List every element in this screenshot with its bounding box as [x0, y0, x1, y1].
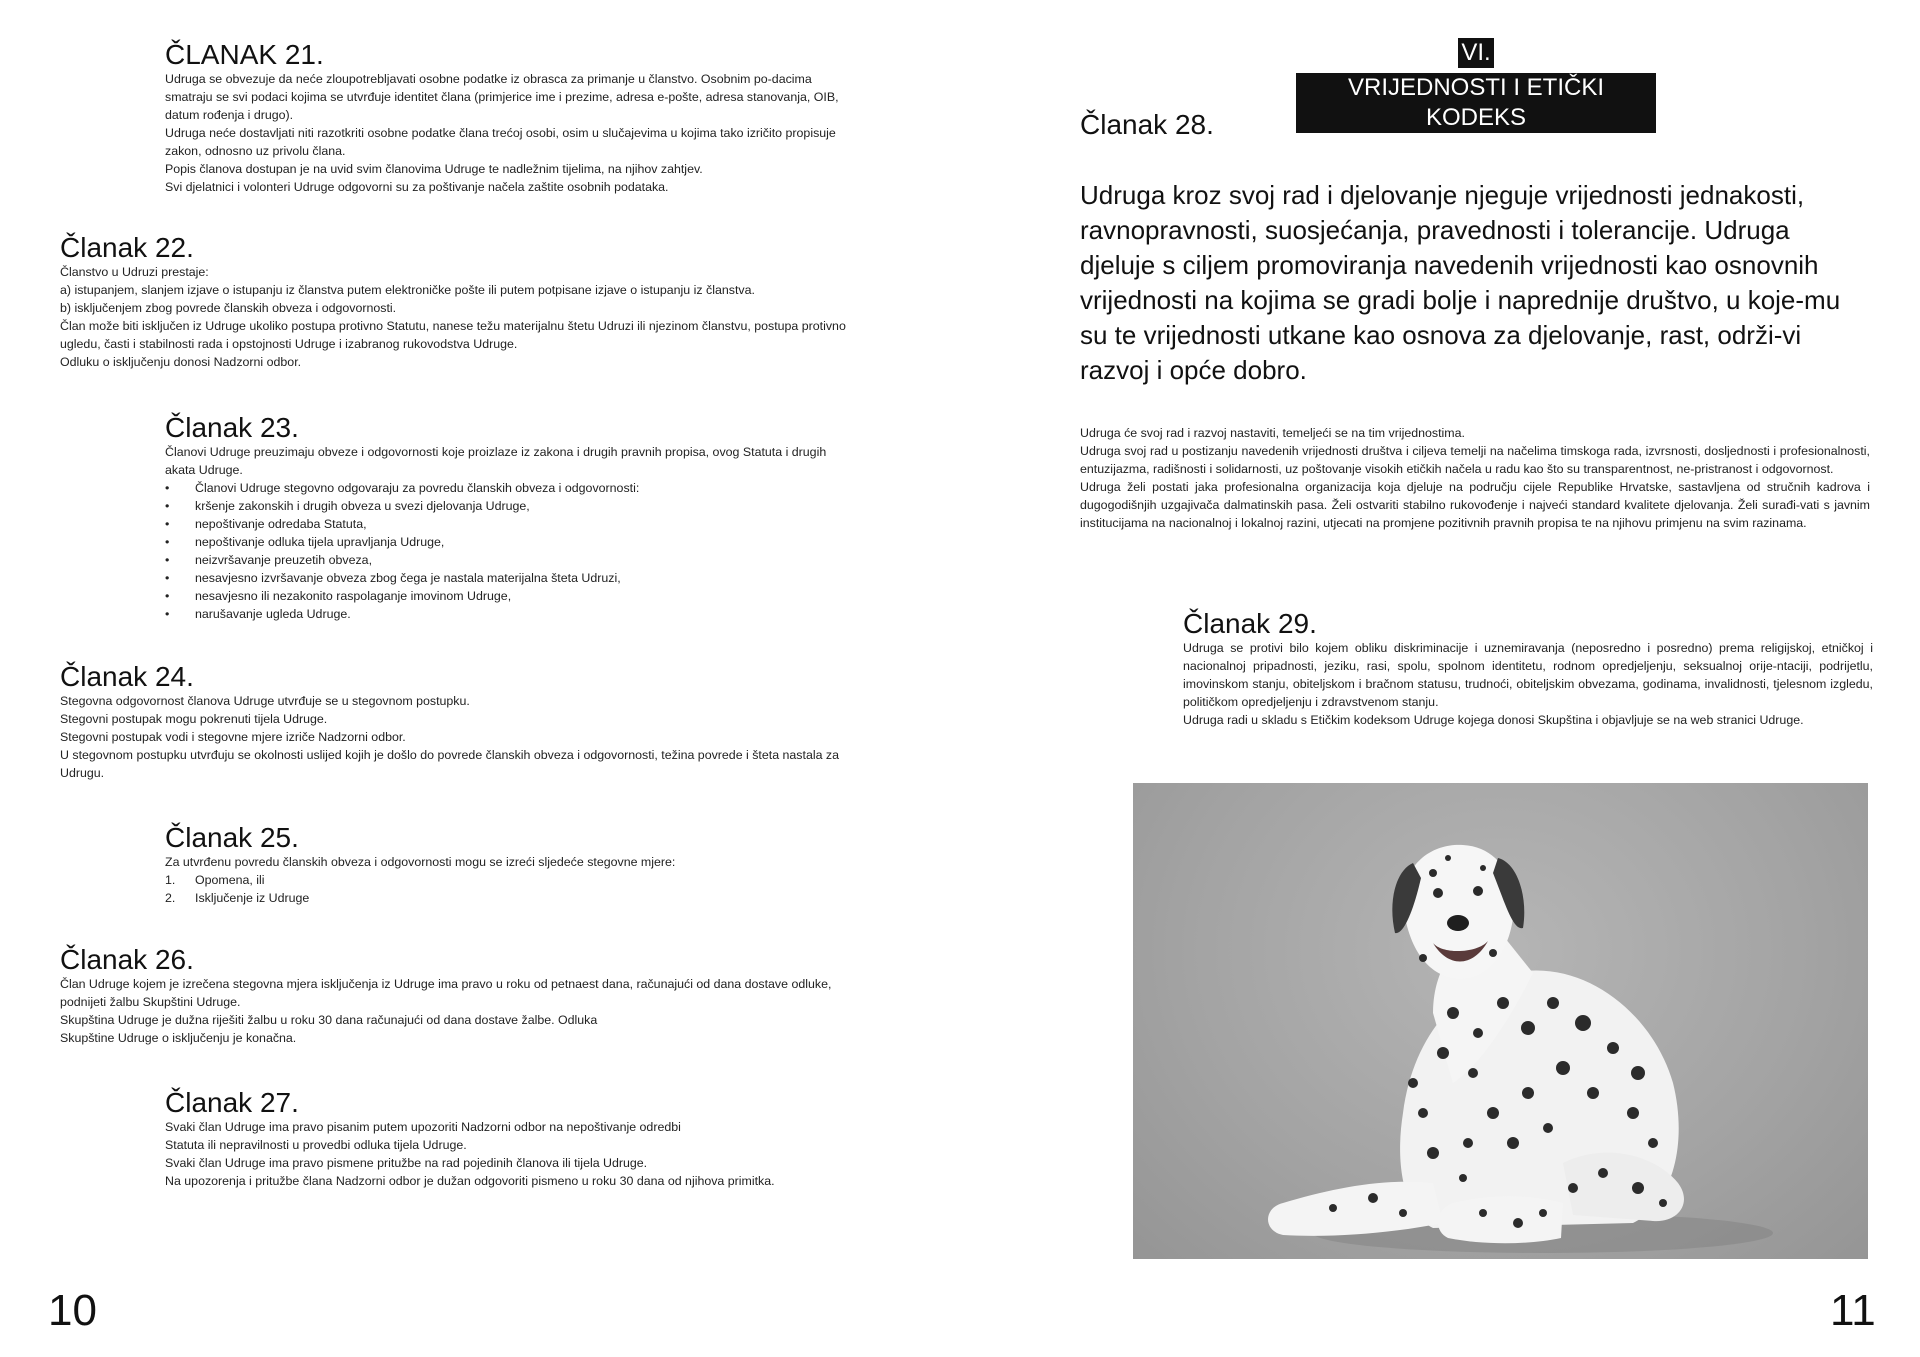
- paragraph: Udruga neće dostavljati niti razotkriti osobne podatke člana trećoj osobi, osim u slučajevima u kojima tako izričito propisuje zakon, odnosno uz privolu člana.: [165, 126, 836, 158]
- paragraph: Član Udruge kojem je izrečena stegovna mjera isključenja iz Udruge ima pravo u roku od petnaest dana, računajući od dana dostave odluke, podnijeti žalbu Skupštini Udruge.: [60, 977, 832, 1009]
- article-25: [165, 823, 855, 907]
- paragraph: Udruga se protivi bilo kojem obliku diskriminacije i uznemiravanja (neposredno i posredno) prema religijskoj, etničkoj i nacionalnoj pripadnosti, jeziku, rasi, spolu, spolnom identitetu, rodnom opredjeljenju, seksualnoj orije-ntaciji, podrijetlu, imovinskom stanju, obiteljskom i bračnom statusu, trudnoći, obiteljskim obvezama, godinama, invalidnosti, tjelesnom izgledu, političkom opredjeljenju i zdravstvenom stanju.: [1183, 641, 1873, 709]
- list-number: 2.: [165, 891, 176, 905]
- paragraph: Svaki član Udruge ima pravo pisanim putem upozoriti Nadzorni odbor na nepoštivanje odredbi: [165, 1120, 681, 1134]
- paragraph: Udruga radi u skladu s Etičkim kodeksom Udruge kojega donosi Skupština i objavljuje se na web stranici Udruge.: [1183, 713, 1804, 727]
- article-22: [60, 233, 855, 371]
- paragraph: Članovi Udruge preuzimaju obveze i odgovornosti koje proizlaze iz zakona i drugih pravnih propisa, ovog Statuta i drugih akata Udruge.: [165, 445, 827, 477]
- bullet-mark: •: [165, 499, 170, 513]
- paragraph: a) istupanjem, slanjem izjave o istupanju iz članstva putem elektroničke pošte ili putem potpisane izjave o istupanju iz članstva.: [60, 283, 755, 297]
- list-item: [165, 871, 855, 889]
- section-heading: [1296, 38, 1656, 138]
- list-item-text: nepoštivanje odredaba Statuta,: [195, 517, 367, 531]
- paragraph: Svi djelatnici i volonteri Udruge odgovorni su za poštivanje načela zaštite osobnih podataka.: [165, 180, 669, 194]
- article-title: Članak 27.: [165, 1087, 299, 1118]
- list-item-text: nepoštivanje odluka tijela upravljanja Udruge,: [195, 535, 445, 549]
- paragraph: b) isključenjem zbog povrede članskih obveza i odgovornosti.: [60, 301, 397, 315]
- numbered-list: [165, 871, 855, 907]
- article-29: [1183, 609, 1873, 729]
- page-number: 11: [1830, 1286, 1876, 1335]
- article-body: [1183, 639, 1873, 729]
- article-title: ČLANAK 21.: [165, 39, 324, 70]
- list-item-text: nesavjesno ili nezakonito raspolaganje imovinom Udruge,: [195, 589, 512, 603]
- article-body: [1080, 424, 1870, 532]
- paragraph: Stegovni postupak mogu pokrenuti tijela Udruge.: [60, 712, 328, 726]
- list-item-text: nesavjesno izvršavanje obveza zbog čega je nastala materijalna šteta Udruzi,: [195, 571, 621, 585]
- section-number: VI.: [1458, 38, 1493, 68]
- article-body: [60, 263, 855, 371]
- article-24: [60, 662, 855, 782]
- list-item: [165, 587, 855, 605]
- page-number: 10: [48, 1286, 97, 1335]
- list-item: [165, 533, 855, 551]
- paragraph: Statuta ili nepravilnosti u provedbi odluka tijela Udruge.: [165, 1138, 467, 1152]
- list-item: [165, 515, 855, 533]
- paragraph: Udruga želi postati jaka profesionalna organizacija koja djeluje na području cijele Republike Hrvatske, sastavljena od stručnih kadrova i dugogodišnjih uzgajivača dalmatinskih pasa. Želi ostvariti stabilno rukovođenje i najveći standard kvalitete djelovanja. Želi surađi-vati s javnim institucijama na nacionalnoj i lokalnoj razini, utjecati na promjene pozitivnih pravnih propisa te na njihovu primjenu na svim razinama.: [1080, 480, 1870, 530]
- article-body: [60, 692, 855, 782]
- article-title: Članak 29.: [1183, 608, 1317, 639]
- bullet-mark: •: [165, 481, 170, 495]
- paragraph: Popis članova dostupan je na uvid svim članovima Udruge te nadležnim tijelima, na njihov zahtjev.: [165, 162, 703, 176]
- list-item-text: Opomena, ili: [195, 873, 265, 887]
- bullet-mark: •: [165, 589, 170, 603]
- article-body: [165, 853, 855, 907]
- paragraph: Na upozorenja i pritužbe člana Nadzorni odbor je dužan odgovoriti pismeno u roku 30 dana od njihova primitka.: [165, 1174, 775, 1188]
- paragraph: Skupština Udruge je dužna riješiti žalbu u roku 30 dana računajući od dana dostave žalbe. Odluka: [60, 1013, 598, 1027]
- list-item-text: Članovi Udruge stegovno odgovaraju za povredu članskih obveza i odgovornosti:: [195, 481, 640, 495]
- section-title: VRIJEDNOSTI I ETIČKI KODEKS: [1296, 73, 1656, 133]
- paragraph: Za utvrđenu povredu članskih obveza i odgovornosti mogu se izreći sljedeće stegovne mjere:: [165, 855, 676, 869]
- bullet-mark: •: [165, 535, 170, 549]
- paragraph: Svaki član Udruge ima pravo pismene pritužbe na rad pojedinih članova ili tijela Udruge.: [165, 1156, 648, 1170]
- paragraph: Stegovni postupak vodi i stegovne mjere izriče Nadzorni odbor.: [60, 730, 406, 744]
- paragraph: Odluku o isključenju donosi Nadzorni odbor.: [60, 355, 302, 369]
- paragraph: U stegovnom postupku utvrđuju se okolnosti uslijed kojih je došlo do povrede članskih obveza i odgovornosti, težina povrede i šteta nastala za Udrugu.: [60, 748, 840, 780]
- list-item-text: kršenje zakonskih i drugih obveza u svezi djelovanja Udruge,: [195, 499, 530, 513]
- paragraph: Udruga se obvezuje da neće zloupotrebljavati osobne podatke iz obrasca za primanje u članstvo. Osobnim po-dacima smatraju se svi podaci kojima se utvrđuje identitet člana (primjerice ime i prezime, adresa e-pošte, adresa stanovanja, OIB, datum rođenja i drugo).: [165, 72, 839, 122]
- bullet-mark: •: [165, 517, 170, 531]
- article-title: Članak 22.: [60, 232, 194, 263]
- list-number: 1.: [165, 873, 176, 887]
- list-item: [165, 605, 855, 623]
- list-item: [165, 497, 855, 515]
- paragraph: Udruga svoj rad u postizanju navedenih vrijednosti društva i ciljeva temelji na načelima timskoga rada, izvrsnosti, dosljednosti i profesionalnosti, entuzijazma, radišnosti i solidarnosti, uz poštovanje visokih etičkih načela u radu kao što su transparentnost, ne-pristranost i odgovornost.: [1080, 444, 1870, 476]
- article-title: Članak 26.: [60, 944, 194, 975]
- paragraph: Član može biti isključen iz Udruge ukoliko postupa protivno Statutu, nanese težu materijalnu štetu Udruzi ili njezinom članstvu, postupa protivno ugledu, časti i stabilnosti rada i opstojnosti Udruge i izabranog rukovodstva Udruge.: [60, 319, 846, 351]
- bullet-list: [165, 479, 855, 623]
- article-title: Članak 24.: [60, 661, 194, 692]
- paragraph: Skupštine Udruge o isključenju je konačna.: [60, 1031, 297, 1045]
- paragraph: Udruga će svoj rad i razvoj nastaviti, temeljeći se na tim vrijednostima.: [1080, 426, 1465, 440]
- list-item-text: Isključenje iz Udruge: [195, 891, 310, 905]
- article-title: Članak 28.: [1080, 109, 1214, 140]
- article-21: [165, 40, 855, 196]
- article-body: [60, 975, 855, 1047]
- article-lead-paragraph: Udruga kroz svoj rad i djelovanje njeguje vrijednosti jednakosti, ravnopravnosti, suosjećanja, pravednosti i tolerancije. Udruga djeluje s ciljem promoviranja navedenih vrijednosti kao osnovnih vrijednosti na kojima se gradi bolje i naprednije društvo, u koje-mu su te vrijednosti utkane kao osnova za djelovanje, rast, održi-vi razvoj i opće dobro.: [1080, 180, 1841, 385]
- article-body: [165, 443, 855, 623]
- article-23: [165, 413, 855, 623]
- list-item: [165, 551, 855, 569]
- article-27: [165, 1088, 855, 1190]
- list-item: [165, 889, 855, 907]
- dalmatian-dog-photo: [1133, 783, 1868, 1259]
- list-item-text: neizvršavanje preuzetih obveza,: [195, 553, 373, 567]
- paragraph: Članstvo u Udruzi prestaje:: [60, 265, 209, 279]
- list-item-text: narušavanje ugleda Udruge.: [195, 607, 351, 621]
- bullet-mark: •: [165, 553, 170, 567]
- list-item: [165, 479, 855, 497]
- article-title: Članak 23.: [165, 412, 299, 443]
- article-body: [165, 70, 855, 196]
- paragraph: Stegovna odgovornost članova Udruge utvrđuje se u stegovnom postupku.: [60, 694, 470, 708]
- article-body: [165, 1118, 855, 1190]
- dalmatian-illustration: [1133, 783, 1868, 1259]
- bullet-mark: •: [165, 607, 170, 621]
- bullet-mark: •: [165, 571, 170, 585]
- article-title: Članak 25.: [165, 822, 299, 853]
- list-item: [165, 569, 855, 587]
- article-26: [60, 945, 855, 1047]
